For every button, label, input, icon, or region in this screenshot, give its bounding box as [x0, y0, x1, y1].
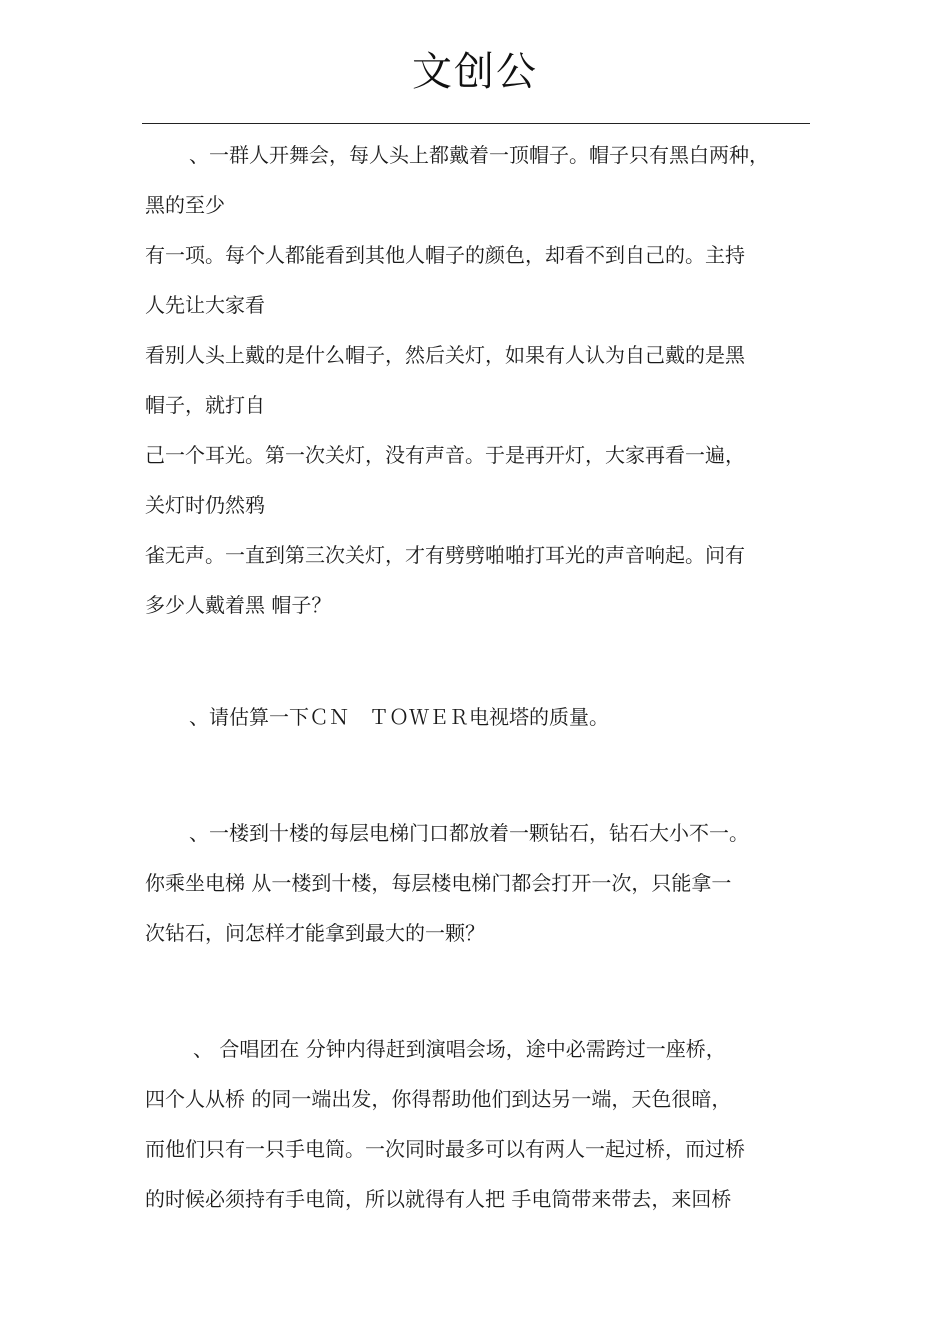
header-divider	[142, 123, 810, 124]
question-3	[145, 808, 810, 958]
paragraph-line: 而他们只有一只手电筒。一次同时最多可以有两人一起过桥，而过桥	[145, 1137, 745, 1161]
paragraph-line: 次钻石，问怎样才能拿到最大的一颗？	[145, 921, 485, 945]
paragraph-line: 帽子，就打自	[145, 393, 265, 417]
paragraph-line: 的时候必须持有手电筒，所以就得有人把 手电筒带来带去，来回桥	[145, 1187, 732, 1211]
paragraph-line: 人先让大家看	[145, 293, 265, 317]
paragraph-line: 雀无声。一直到第三次关灯，才有劈劈啪啪打耳光的声音响起。问有	[145, 543, 745, 567]
paragraph-line: 、 合唱团在 分钟内得赶到演唱会场，途中必需跨过一座桥，	[193, 1037, 726, 1061]
paragraph-line: 关灯时仍然鸦	[145, 493, 265, 517]
paragraph-line: 有一项。每个人都能看到其他人帽子的颜色，却看不到自己的。主持	[145, 243, 745, 267]
question-1	[145, 130, 810, 630]
paragraph-line: 黑的至少	[145, 193, 225, 217]
paragraph-line: 、一群人开舞会，每人头上都戴着一顶帽子。帽子只有黑白两种，	[189, 143, 769, 167]
paragraph-line: 己一个耳光。第一次关灯，没有声音。于是再开灯，大家再看一遍，	[145, 443, 745, 467]
paragraph-spacer	[145, 958, 810, 1024]
document-body	[145, 130, 810, 1224]
paragraph-line: 你乘坐电梯 从一楼到十楼，每层楼电梯门都会打开一次，只能拿一	[145, 871, 732, 895]
paragraph-line: 、请估算一下ＣＮ ＴＯＷＥＲ电视塔的质量。	[189, 705, 609, 729]
page-title: 文创公	[412, 49, 538, 95]
paragraph-spacer	[145, 742, 810, 808]
paragraph-line: 多少人戴着黑 帽子？	[145, 593, 332, 617]
question-2	[145, 692, 810, 742]
paragraph-line: 四个人从桥 的同一端出发，你得帮助他们到达另一端，天色很暗，	[145, 1087, 732, 1111]
question-4	[145, 1024, 810, 1224]
paragraph-spacer	[145, 630, 810, 692]
paragraph-line: 、一楼到十楼的每层电梯门口都放着一颗钻石，钻石大小不一。	[189, 821, 749, 845]
paragraph-line: 看别人头上戴的是什么帽子，然后关灯，如果有人认为自己戴的是黑	[145, 343, 745, 367]
